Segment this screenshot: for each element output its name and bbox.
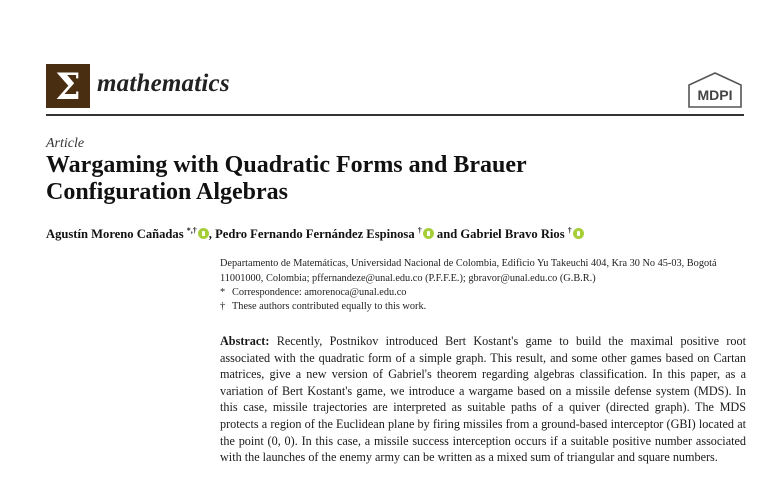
mdpi-logo xyxy=(687,72,743,108)
author-name[interactable]: Gabriel Bravo Rios xyxy=(460,227,565,241)
equal-text: These authors contributed equally to this work. xyxy=(232,301,427,312)
article-type: Article xyxy=(46,136,85,151)
correspondence xyxy=(220,286,746,301)
header-rule xyxy=(46,114,744,116)
sigma-icon: Σ xyxy=(55,66,81,108)
abstract xyxy=(220,333,746,466)
article-title: Wargaming with Quadratic Forms and Brauer Configuration Algebras xyxy=(46,152,527,205)
orcid-icon[interactable] xyxy=(198,228,209,239)
mdpi-logo-text: MDPI xyxy=(697,87,733,103)
journal-name: mathematics xyxy=(97,70,230,97)
author-name[interactable]: Agustín Moreno Cañadas xyxy=(46,227,184,241)
author-name[interactable]: Pedro Fernando Fernández Espinosa xyxy=(215,227,415,241)
author-marks: † xyxy=(567,226,572,235)
author-list xyxy=(46,226,746,242)
journal-logo xyxy=(46,64,90,108)
equal-mark: † xyxy=(220,301,226,312)
author-marks: *,† xyxy=(186,226,197,235)
equal-contribution-note xyxy=(220,300,746,315)
correspondence-text: Correspondence: amorenoca@unal.edu.co xyxy=(232,287,407,298)
orcid-icon[interactable] xyxy=(573,228,584,239)
author-marks: † xyxy=(417,226,422,235)
orcid-icon[interactable] xyxy=(423,228,434,239)
abstract-label: Abstract: xyxy=(220,334,270,348)
correspondence-mark: * xyxy=(220,287,226,298)
affiliation: Departamento de Matemáticas, Universidad Nacional de Colombia, Edificio Yu Takeuchi 404, Kra 30 No 45-03, Bogotá 11001000, Colombia; pffernandeze@unal.edu.co (P.F.F.E.); gbravor@unal.edu.co (G.B.R.) xyxy=(220,258,717,284)
abstract-text: Recently, Postnikov introduced Bert Kostant's game to build the maximal positive root associated with the quadratic form of a simple graph. This result, and some other games based on Cartan matrices, give a new version of Gabriel's theorem regarding algebras classification. In this paper, as a variation of Bert Kostant's game, we introduce a wargame based on a missile defense system (MDS). In this case, missile trajectories are interpreted as suitable paths of a quiver (directed graph). The MDS protects a region of the Euclidean plane by firing missiles from a ground-based interceptor (GBI) located at the point (0, 0). In this case, a missile success interception occurs if a suitable positive number associated with the launches of the enemy army can be written as a mixed sum of triangular and square numbers. xyxy=(220,334,746,465)
author-separator: , xyxy=(208,227,216,241)
author-separator: and xyxy=(433,227,461,241)
